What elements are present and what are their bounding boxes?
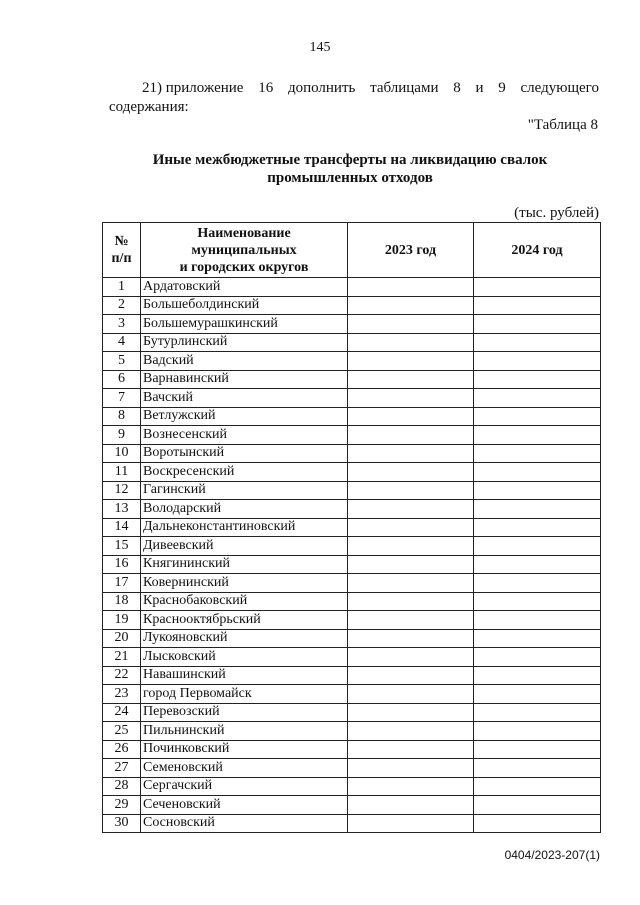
row-value-2023 xyxy=(348,389,474,408)
table-row xyxy=(103,574,601,593)
row-municipality-name: Вачский xyxy=(141,389,348,408)
footer-code: 0404/2023-207(1) xyxy=(504,848,600,862)
table-row xyxy=(103,463,601,482)
row-number: 23 xyxy=(103,685,141,704)
row-value-2023 xyxy=(348,481,474,500)
row-municipality-name: Сергачский xyxy=(141,777,348,796)
row-value-2024 xyxy=(474,629,601,648)
header-name-line: и городских округов xyxy=(179,259,309,275)
table-body xyxy=(103,278,601,833)
row-number: 5 xyxy=(103,352,141,371)
table-row xyxy=(103,500,601,519)
table-row xyxy=(103,389,601,408)
row-municipality-name: Большеболдинский xyxy=(141,296,348,315)
row-number: 3 xyxy=(103,315,141,334)
row-value-2023 xyxy=(348,759,474,778)
row-municipality-name: Вадский xyxy=(141,352,348,371)
table-row xyxy=(103,648,601,667)
table-row xyxy=(103,666,601,685)
table-row xyxy=(103,426,601,445)
row-value-2024 xyxy=(474,537,601,556)
row-value-2023 xyxy=(348,722,474,741)
row-number: 18 xyxy=(103,592,141,611)
row-value-2023 xyxy=(348,333,474,352)
row-municipality-name: Дальнеконстантиновский xyxy=(141,518,348,537)
row-number: 16 xyxy=(103,555,141,574)
row-municipality-name: Воскресенский xyxy=(141,463,348,482)
row-number: 17 xyxy=(103,574,141,593)
row-municipality-name: Бутурлинский xyxy=(141,333,348,352)
row-municipality-name: Ветлужский xyxy=(141,407,348,426)
row-value-2023 xyxy=(348,555,474,574)
row-value-2024 xyxy=(474,315,601,334)
row-value-2023 xyxy=(348,296,474,315)
row-value-2023 xyxy=(348,703,474,722)
row-municipality-name: Володарский xyxy=(141,500,348,519)
table-row xyxy=(103,315,601,334)
row-municipality-name: Гагинский xyxy=(141,481,348,500)
table-row xyxy=(103,555,601,574)
header-name-line: Наименование xyxy=(197,225,291,241)
row-municipality-name: Дивеевский xyxy=(141,537,348,556)
table-row xyxy=(103,685,601,704)
table-row xyxy=(103,537,601,556)
row-municipality-name: Перевозский xyxy=(141,703,348,722)
intro-word: 16 xyxy=(258,80,274,96)
row-number: 25 xyxy=(103,722,141,741)
header-number-line: п/п xyxy=(111,251,132,266)
table-row xyxy=(103,814,601,833)
header-year-2024: 2024 год xyxy=(474,223,601,278)
row-value-2023 xyxy=(348,278,474,297)
table-row xyxy=(103,592,601,611)
header-year-2023: 2023 год xyxy=(348,223,474,278)
row-number: 6 xyxy=(103,370,141,389)
row-number: 26 xyxy=(103,740,141,759)
row-value-2024 xyxy=(474,389,601,408)
row-number: 28 xyxy=(103,777,141,796)
row-municipality-name: Лукояновский xyxy=(141,629,348,648)
intro-line-1 xyxy=(109,79,599,98)
row-value-2024 xyxy=(474,574,601,593)
row-municipality-name: Большемурашкинский xyxy=(141,315,348,334)
row-value-2023 xyxy=(348,426,474,445)
row-value-2024 xyxy=(474,796,601,815)
row-value-2023 xyxy=(348,666,474,685)
table-row xyxy=(103,407,601,426)
row-value-2024 xyxy=(474,703,601,722)
table-row xyxy=(103,370,601,389)
row-municipality-name: Навашинский xyxy=(141,666,348,685)
table-row xyxy=(103,278,601,297)
intro-paragraph xyxy=(109,79,599,117)
row-value-2024 xyxy=(474,722,601,741)
row-value-2023 xyxy=(348,352,474,371)
row-municipality-name: Краснобаковский xyxy=(141,592,348,611)
title-line-2: промышленных отходов xyxy=(267,170,433,186)
intro-word: и xyxy=(475,80,484,96)
row-value-2023 xyxy=(348,592,474,611)
row-number: 10 xyxy=(103,444,141,463)
table-row xyxy=(103,629,601,648)
table-row xyxy=(103,740,601,759)
row-value-2024 xyxy=(474,555,601,574)
row-number: 7 xyxy=(103,389,141,408)
table-row xyxy=(103,703,601,722)
row-value-2024 xyxy=(474,500,601,519)
intro-word: 9 xyxy=(498,80,506,96)
row-value-2024 xyxy=(474,463,601,482)
row-value-2024 xyxy=(474,611,601,630)
row-value-2024 xyxy=(474,759,601,778)
row-value-2023 xyxy=(348,740,474,759)
intro-word: 8 xyxy=(453,80,461,96)
row-value-2024 xyxy=(474,814,601,833)
row-municipality-name: Княгининский xyxy=(141,555,348,574)
header-name-line: муниципальных xyxy=(191,242,297,258)
header-name xyxy=(141,223,348,278)
row-value-2023 xyxy=(348,370,474,389)
table-row xyxy=(103,777,601,796)
row-municipality-name: Сосновский xyxy=(141,814,348,833)
row-value-2023 xyxy=(348,685,474,704)
row-number: 9 xyxy=(103,426,141,445)
row-number: 4 xyxy=(103,333,141,352)
row-number: 15 xyxy=(103,537,141,556)
row-value-2023 xyxy=(348,537,474,556)
row-number: 14 xyxy=(103,518,141,537)
row-number: 30 xyxy=(103,814,141,833)
row-value-2024 xyxy=(474,481,601,500)
row-municipality-name: город Первомайск xyxy=(141,685,348,704)
row-value-2024 xyxy=(474,352,601,371)
table-label: "Таблица 8 xyxy=(527,117,598,133)
intro-word: таблицами xyxy=(370,80,439,96)
row-municipality-name: Воротынский xyxy=(141,444,348,463)
row-value-2024 xyxy=(474,685,601,704)
table-row xyxy=(103,296,601,315)
row-number: 21 xyxy=(103,648,141,667)
row-municipality-name: Семеновский xyxy=(141,759,348,778)
row-value-2023 xyxy=(348,407,474,426)
row-value-2023 xyxy=(348,648,474,667)
transfers-table xyxy=(102,222,601,833)
row-value-2023 xyxy=(348,315,474,334)
table-row xyxy=(103,333,601,352)
table-row xyxy=(103,352,601,371)
row-value-2024 xyxy=(474,444,601,463)
row-value-2023 xyxy=(348,777,474,796)
row-number: 20 xyxy=(103,629,141,648)
row-value-2024 xyxy=(474,648,601,667)
row-number: 12 xyxy=(103,481,141,500)
header-number-line: № xyxy=(114,234,129,249)
row-municipality-name: Починковский xyxy=(141,740,348,759)
row-value-2024 xyxy=(474,777,601,796)
table-row xyxy=(103,444,601,463)
row-value-2024 xyxy=(474,370,601,389)
table-row xyxy=(103,759,601,778)
table-row xyxy=(103,796,601,815)
intro-word: следующего xyxy=(520,80,599,96)
units-note: (тыс. рублей) xyxy=(514,205,599,221)
row-municipality-name: Вознесенский xyxy=(141,426,348,445)
row-number: 8 xyxy=(103,407,141,426)
row-number: 24 xyxy=(103,703,141,722)
row-value-2023 xyxy=(348,444,474,463)
row-value-2023 xyxy=(348,796,474,815)
row-value-2024 xyxy=(474,592,601,611)
row-value-2023 xyxy=(348,611,474,630)
row-number: 2 xyxy=(103,296,141,315)
row-value-2024 xyxy=(474,666,601,685)
row-number: 22 xyxy=(103,666,141,685)
row-municipality-name: Варнавинский xyxy=(141,370,348,389)
row-value-2024 xyxy=(474,518,601,537)
row-value-2024 xyxy=(474,278,601,297)
row-value-2024 xyxy=(474,296,601,315)
row-number: 11 xyxy=(103,463,141,482)
row-value-2023 xyxy=(348,518,474,537)
row-number: 13 xyxy=(103,500,141,519)
row-municipality-name: Ардатовский xyxy=(141,278,348,297)
row-value-2024 xyxy=(474,333,601,352)
intro-line-2: содержания: xyxy=(109,99,189,115)
table-header-row xyxy=(103,223,601,278)
intro-word: 21) приложение xyxy=(142,80,244,96)
title-line-1: Иные межбюджетные трансферты на ликвидацию свалок xyxy=(152,152,548,168)
table-row xyxy=(103,722,601,741)
row-number: 1 xyxy=(103,278,141,297)
row-municipality-name: Ковернинский xyxy=(141,574,348,593)
row-number: 27 xyxy=(103,759,141,778)
row-value-2023 xyxy=(348,463,474,482)
table-row xyxy=(103,611,601,630)
row-value-2023 xyxy=(348,629,474,648)
row-value-2023 xyxy=(348,814,474,833)
table-row xyxy=(103,518,601,537)
row-value-2024 xyxy=(474,426,601,445)
row-value-2023 xyxy=(348,574,474,593)
row-number: 29 xyxy=(103,796,141,815)
table-row xyxy=(103,481,601,500)
row-value-2024 xyxy=(474,740,601,759)
document-title xyxy=(100,151,600,187)
row-municipality-name: Лысковский xyxy=(141,648,348,667)
row-municipality-name: Пильнинский xyxy=(141,722,348,741)
header-number xyxy=(103,223,141,278)
row-value-2024 xyxy=(474,407,601,426)
row-municipality-name: Сеченовский xyxy=(141,796,348,815)
page-number: 145 xyxy=(309,40,331,55)
intro-word: дополнить xyxy=(287,80,356,96)
row-municipality-name: Краснооктябрьский xyxy=(141,611,348,630)
row-number: 19 xyxy=(103,611,141,630)
row-value-2023 xyxy=(348,500,474,519)
